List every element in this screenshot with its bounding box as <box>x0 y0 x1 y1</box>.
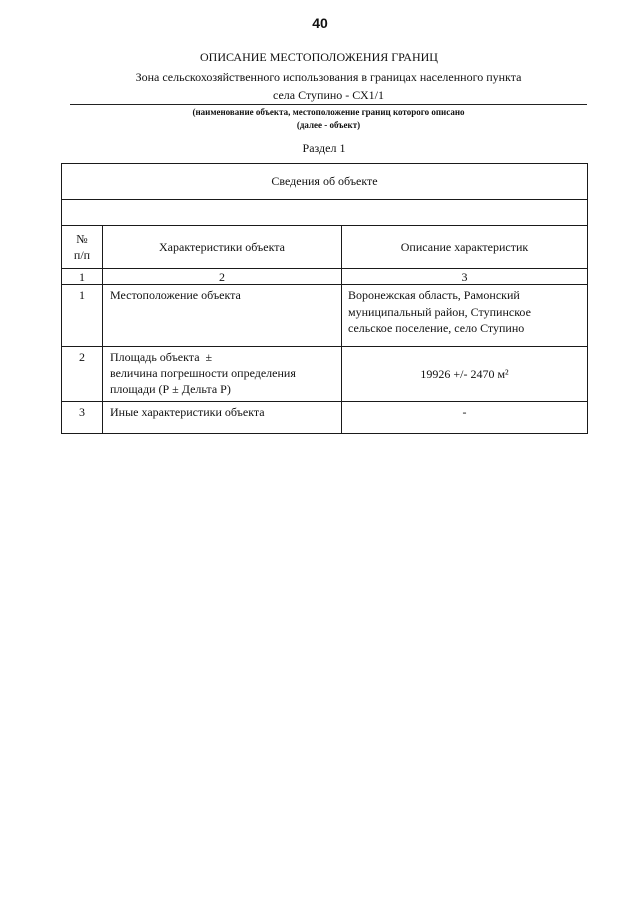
row-number: 3 <box>62 402 103 434</box>
object-name-line: Зона сельскохозяйственного использования в границах населенного пункта <box>135 70 522 84</box>
cell-line: сельское поселение, село Ступино <box>348 321 525 335</box>
cell-line: площади (Р ± Дельта Р) <box>110 382 231 396</box>
row-characteristic <box>103 347 342 402</box>
object-info-table <box>61 163 588 434</box>
header-line: Описание характеристик <box>400 239 529 254</box>
row-number: 1 <box>62 285 103 347</box>
column-number: 2 <box>103 269 342 285</box>
row-description <box>342 347 588 402</box>
cell-line: Иные характеристики объекта <box>110 405 265 419</box>
column-numbers-row <box>62 269 588 285</box>
row-characteristic <box>103 285 342 347</box>
header-line: п/п <box>73 248 91 262</box>
caption-line: (наименование объекта, местоположение границ которого описано <box>192 107 465 117</box>
row-characteristic <box>103 402 342 434</box>
header-number <box>62 226 103 269</box>
table-header-row <box>62 226 588 269</box>
object-name-line: села Ступино - СХ1/1 <box>273 88 384 102</box>
cell-line: величина погрешности определения <box>110 366 296 380</box>
caption-line: (далее - объект) <box>296 120 361 130</box>
section-label: Раздел 1 <box>302 141 346 155</box>
cell-line: Площадь объекта ± <box>110 350 213 364</box>
page-number: 40 <box>312 15 328 31</box>
document-title: ОПИСАНИЕ МЕСТОПОЛОЖЕНИЯ ГРАНИЦ <box>200 50 438 64</box>
area-value: 19926 +/- 2470 м² <box>420 366 509 381</box>
row-description <box>342 285 588 347</box>
column-number: 1 <box>62 269 103 285</box>
cell-line: муниципальный район, Ступинское <box>348 304 531 319</box>
row-number: 2 <box>62 347 103 402</box>
table-empty-row <box>62 200 588 226</box>
empty-cell <box>62 200 588 226</box>
cell-line: Воронежская область, Рамонский <box>348 288 520 302</box>
table-row <box>62 402 588 434</box>
row-description <box>342 402 588 434</box>
table-row <box>62 347 588 402</box>
column-number: 3 <box>342 269 588 285</box>
header-characteristic <box>103 226 342 269</box>
header-description <box>342 226 588 269</box>
header-line: Характеристики объекта <box>159 239 285 254</box>
header-line: № <box>76 231 88 246</box>
table-title: Сведения об объекте <box>62 164 588 200</box>
cell-line: - <box>462 405 467 419</box>
object-name-caption <box>70 106 587 132</box>
object-name <box>70 68 587 105</box>
table-title-row <box>62 164 588 200</box>
table-row <box>62 285 588 347</box>
cell-line: Местоположение объекта <box>110 288 241 302</box>
